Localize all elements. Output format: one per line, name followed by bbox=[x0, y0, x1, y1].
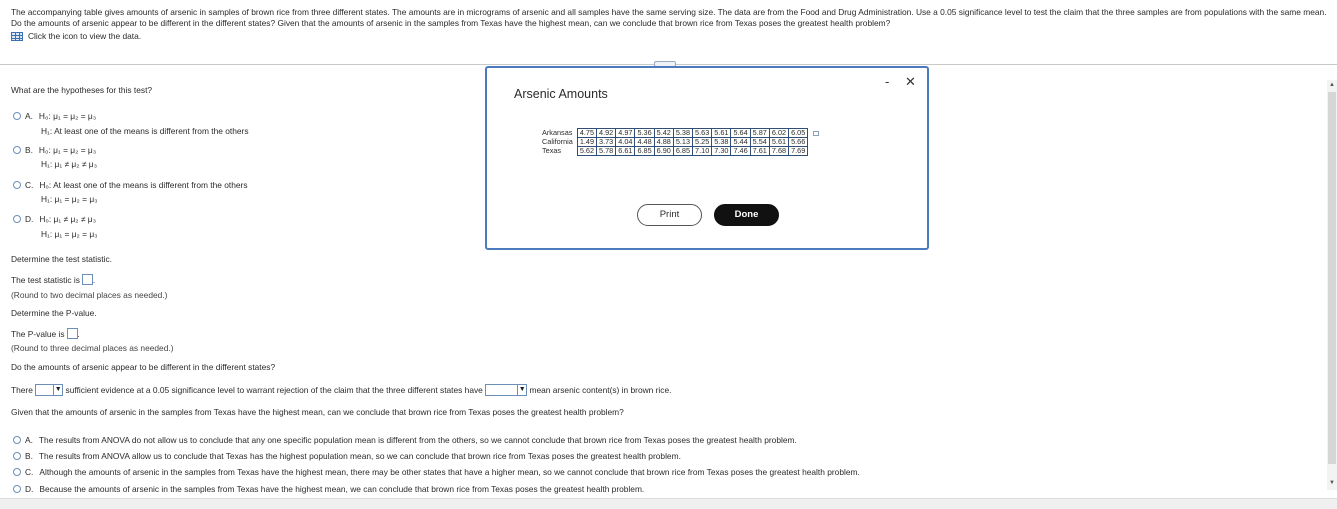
table-icon[interactable] bbox=[11, 32, 23, 41]
view-data-link[interactable] bbox=[11, 31, 141, 41]
test-statistic-input[interactable] bbox=[82, 274, 93, 285]
p-value-input[interactable] bbox=[67, 328, 78, 339]
table-cell: 5.42 bbox=[654, 129, 673, 138]
problem-statement: The accompanying table gives amounts of arsenic in samples of brown rice from three different states. The amounts are in micrograms of arsenic and all samples have the same serving size. The data are from the Food and Drug Administration. Use a 0.05 significance level to test the claim that the three samples are from populations with the same mean. Do the amounts of arsenic appear to be different in the different states? Given that the amounts of arsenic in the samples from Texas have the highest mean, can we conclude that brown rice from Texas poses the greatest health problem? bbox=[11, 7, 1327, 28]
test-statistic-hint: (Round to two decimal places as needed.) bbox=[11, 290, 168, 300]
arsenic-table bbox=[540, 128, 823, 156]
radio-a[interactable] bbox=[13, 436, 21, 444]
table-cell: 1.49 bbox=[577, 138, 596, 147]
table-cell: 6.90 bbox=[654, 147, 673, 156]
table-cell: 7.68 bbox=[769, 147, 788, 156]
table-cell: 7.61 bbox=[750, 147, 769, 156]
radio-a[interactable] bbox=[13, 112, 21, 120]
table-cell: 6.85 bbox=[635, 147, 654, 156]
table-cell: 7.10 bbox=[693, 147, 712, 156]
evidence-dropdown[interactable] bbox=[35, 384, 63, 396]
table-cell: 5.62 bbox=[577, 147, 596, 156]
table-cell: 4.75 bbox=[577, 129, 596, 138]
table-cell: 4.97 bbox=[616, 129, 635, 138]
table-cell: 4.92 bbox=[597, 129, 616, 138]
table-cell: 5.61 bbox=[769, 138, 788, 147]
minimize-icon[interactable]: - bbox=[885, 74, 890, 89]
table-cell: 6.85 bbox=[673, 147, 692, 156]
table-cell: 4.48 bbox=[635, 138, 654, 147]
p-value-heading: Determine the P-value. bbox=[11, 308, 97, 318]
radio-c[interactable] bbox=[13, 181, 21, 189]
table-cell: 5.38 bbox=[673, 129, 692, 138]
radio-c[interactable] bbox=[13, 468, 21, 476]
hypothesis-option-a-h1: H₁: At least one of the means is different from the others bbox=[41, 126, 249, 136]
chevron-down-icon: ▼ bbox=[54, 386, 62, 393]
table-cell: 5.78 bbox=[597, 147, 616, 156]
table-cell: 5.13 bbox=[673, 138, 692, 147]
difference-sentence: There ▼ sufficient evidence at a 0.05 significance level to warrant rejection of the claim that the three different states have ▼ mean arsenic content(s) in brown rice. bbox=[11, 385, 672, 395]
copy-cell bbox=[808, 129, 824, 138]
hypotheses-question: What are the hypotheses for this test? bbox=[11, 85, 153, 95]
conclusion-question: Given that the amounts of arsenic in the samples from Texas have the highest mean, can we conclude that brown rice from Texas poses the greatest health problem? bbox=[11, 407, 624, 417]
table-cell: 5.38 bbox=[712, 138, 731, 147]
hypothesis-option-b[interactable]: B. H₀: μ₁ = μ₂ = μ₃ bbox=[13, 145, 96, 155]
test-statistic-line: The test statistic is . bbox=[11, 275, 96, 285]
close-icon[interactable]: ✕ bbox=[905, 74, 916, 89]
chevron-down-icon: ▼ bbox=[518, 386, 526, 393]
data-modal bbox=[485, 66, 929, 250]
radio-d[interactable] bbox=[13, 215, 21, 223]
table-cell: 5.64 bbox=[731, 129, 750, 138]
hypothesis-option-b-h1: H₁: μ₁ ≠ μ₂ ≠ μ₃ bbox=[41, 159, 97, 169]
table-cell: 5.25 bbox=[693, 138, 712, 147]
table-cell: 5.66 bbox=[789, 138, 808, 147]
difference-question: Do the amounts of arsenic appear to be different in the different states? bbox=[11, 362, 276, 372]
bottom-bar bbox=[0, 498, 1337, 509]
p-value-hint: (Round to three decimal places as needed.) bbox=[11, 343, 174, 353]
radio-b[interactable] bbox=[13, 452, 21, 460]
radio-d[interactable] bbox=[13, 485, 21, 493]
table-cell: 4.04 bbox=[616, 138, 635, 147]
view-data-label: Click the icon to view the data. bbox=[28, 31, 142, 41]
table-cell: 6.02 bbox=[769, 129, 788, 138]
conclusion-option-b[interactable]: B. The results from ANOVA allow us to conclude that Texas has the highest population mean, so we can conclude that brown rice from Texas poses the greatest health problem. bbox=[13, 451, 681, 461]
p-value-line: The P-value is . bbox=[11, 329, 80, 339]
table-cell: 7.69 bbox=[789, 147, 808, 156]
table-cell: 3.73 bbox=[597, 138, 616, 147]
test-statistic-heading: Determine the test statistic. bbox=[11, 254, 113, 264]
hypothesis-option-d[interactable]: D. H₀: μ₁ ≠ μ₂ ≠ μ₃ bbox=[13, 214, 96, 224]
row-label: California bbox=[542, 137, 573, 146]
scroll-down-icon[interactable]: ▼ bbox=[1329, 480, 1335, 486]
done-button[interactable]: Done bbox=[714, 204, 779, 226]
radio-b[interactable] bbox=[13, 146, 21, 154]
mean-dropdown[interactable] bbox=[485, 384, 527, 396]
table-cell: 6.05 bbox=[789, 129, 808, 138]
scroll-up-icon[interactable]: ▲ bbox=[1329, 82, 1335, 88]
hypothesis-option-c-h1: H₁: μ₁ = μ₂ = μ₃ bbox=[41, 194, 98, 204]
table-cell: 5.44 bbox=[731, 138, 750, 147]
conclusion-option-c[interactable]: C. Although the amounts of arsenic in the samples from Texas have the highest mean, there may be other states that have a higher mean, so we cannot conclude that brown rice from Texas poses the greatest health problem. bbox=[13, 467, 860, 477]
table-cell: 6.61 bbox=[616, 147, 635, 156]
row-label: Arkansas bbox=[542, 128, 573, 137]
conclusion-option-d[interactable]: D. Because the amounts of arsenic in the samples from Texas have the highest mean, we can conclude that brown rice from Texas poses the greatest health problem. bbox=[13, 484, 644, 494]
row-label: Texas bbox=[542, 146, 562, 155]
table-cell: 5.63 bbox=[693, 129, 712, 138]
hypothesis-option-d-h1: H₁: μ₁ = μ₂ = μ₃ bbox=[41, 229, 98, 239]
table-cell: 5.36 bbox=[635, 129, 654, 138]
table-cell: 5.54 bbox=[750, 138, 769, 147]
scrollbar-thumb[interactable] bbox=[1328, 92, 1336, 464]
table-cell: 7.30 bbox=[712, 147, 731, 156]
conclusion-option-a[interactable]: A. The results from ANOVA do not allow us to conclude that any one specific population mean is different from the others, so we cannot conclude that brown rice from Texas poses the greatest health problem. bbox=[13, 435, 797, 445]
print-button[interactable]: Print bbox=[637, 204, 702, 226]
table-cell: 5.61 bbox=[712, 129, 731, 138]
table-cell: 5.87 bbox=[750, 129, 769, 138]
hypothesis-option-c[interactable]: C. H₀: At least one of the means is different from the others bbox=[13, 180, 248, 190]
hypothesis-option-a[interactable]: A. H₀: μ₁ = μ₂ = μ₃ bbox=[13, 111, 96, 121]
modal-title: Arsenic Amounts bbox=[514, 87, 608, 101]
table-cell: 7.46 bbox=[731, 147, 750, 156]
copy-icon[interactable] bbox=[813, 131, 819, 136]
table-cell: 4.88 bbox=[654, 138, 673, 147]
table-row bbox=[540, 147, 823, 156]
